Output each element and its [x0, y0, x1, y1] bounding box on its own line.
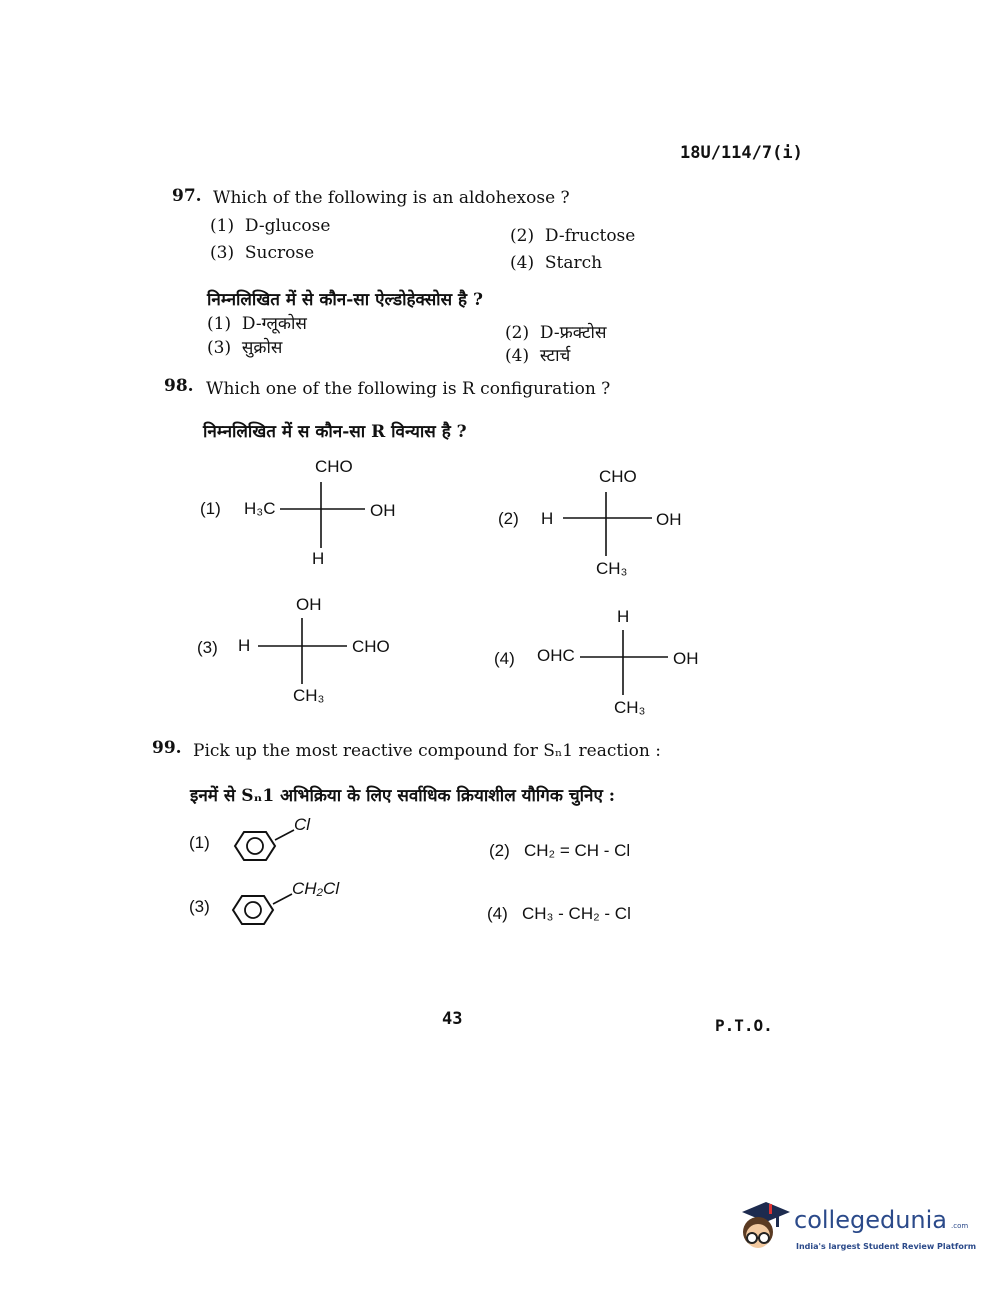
option-num: (3)	[197, 638, 218, 657]
right-group: OH	[673, 649, 699, 668]
benzene-ring-icon	[235, 832, 275, 860]
substituent: CH₂Cl	[292, 879, 340, 898]
left-group: OHC	[537, 646, 575, 665]
right-group: CHO	[352, 637, 390, 656]
option-3-en: (3) Sucrose	[210, 243, 315, 263]
option-2-hi: (2) D-फ्रक्टोस	[505, 323, 607, 343]
paper-code: 18U/114/7(i)	[680, 143, 803, 163]
option-num: (4)	[494, 649, 515, 668]
brand-com: .com	[951, 1222, 969, 1230]
fischer-option-1	[200, 457, 396, 568]
bottom-group: CH₃	[614, 698, 646, 717]
right-group: OH	[656, 510, 682, 529]
brand-tagline: India's largest Student Review Platform	[796, 1242, 977, 1251]
bond	[273, 894, 292, 904]
aromatic-circle	[247, 838, 263, 854]
option-num: (1)	[200, 499, 221, 518]
question-text-hi: निम्नलिखित में स कौन-सा R विन्यास है ?	[203, 422, 467, 442]
question-text-en: Pick up the most reactive compound for Sₙ1 reaction :	[193, 741, 661, 761]
top-group: OH	[296, 595, 322, 614]
question-text-hi: इनमें से Sₙ1 अभिक्रिया के लिए सर्वाधिक क्रियाशील यौगिक चुनिए :	[190, 786, 616, 806]
fischer-option-3	[197, 595, 390, 705]
brand-name: collegedunia	[794, 1206, 948, 1234]
option-4: (4) CH₃ - CH₂ - Cl	[487, 904, 631, 923]
option-3-hi: (3) सुक्रोस	[207, 338, 283, 358]
right-group: OH	[370, 501, 396, 520]
option-1-en: (1) D-glucose	[210, 216, 331, 236]
left-group: H	[541, 509, 554, 528]
benzene-ring-icon	[233, 896, 273, 924]
mascot-icon	[736, 1196, 794, 1258]
fischer-option-2	[498, 467, 682, 578]
aromatic-circle	[245, 902, 261, 918]
top-group: CHO	[599, 467, 637, 486]
option-num: (3)	[189, 897, 210, 916]
pto-label: P.T.O.	[715, 1016, 773, 1035]
page-number: 43	[442, 1009, 463, 1029]
question-number: 99.	[152, 738, 182, 758]
fischer-option-4	[494, 607, 699, 717]
top-group: H	[617, 607, 630, 626]
bond	[275, 830, 294, 840]
option-num: (1)	[189, 833, 210, 852]
collegedunia-watermark	[736, 1196, 977, 1266]
question-text-en: Which of the following is an aldohexose ?	[213, 188, 570, 208]
left-group: H₃C	[244, 499, 276, 518]
question-number: 98.	[164, 376, 194, 396]
question-number: 97.	[172, 186, 202, 206]
question-text-en: Which one of the following is R configuration ?	[206, 379, 611, 399]
bottom-group: CH₃	[293, 686, 325, 705]
chlorobenzene	[189, 815, 311, 860]
option-4-en: (4) Starch	[510, 253, 603, 273]
option-2-en: (2) D-fructose	[510, 226, 636, 246]
benzyl-chloride	[189, 879, 340, 924]
bottom-group: CH₃	[596, 559, 628, 578]
option-num: (2)	[498, 509, 519, 528]
option-1-hi: (1) D-ग्लूकोस	[207, 314, 307, 334]
substituent: Cl	[294, 815, 311, 834]
bottom-group: H	[312, 549, 325, 568]
left-group: H	[238, 636, 251, 655]
fischer-projections	[0, 450, 993, 790]
top-group: CHO	[315, 457, 353, 476]
option-4-hi: (4) स्टार्च	[505, 346, 571, 366]
question-text-hi: निम्नलिखित में से कौन-सा ऐल्डोहेक्सोस है ?	[207, 290, 483, 310]
option-2: (2) CH₂ = CH - Cl	[489, 841, 631, 860]
